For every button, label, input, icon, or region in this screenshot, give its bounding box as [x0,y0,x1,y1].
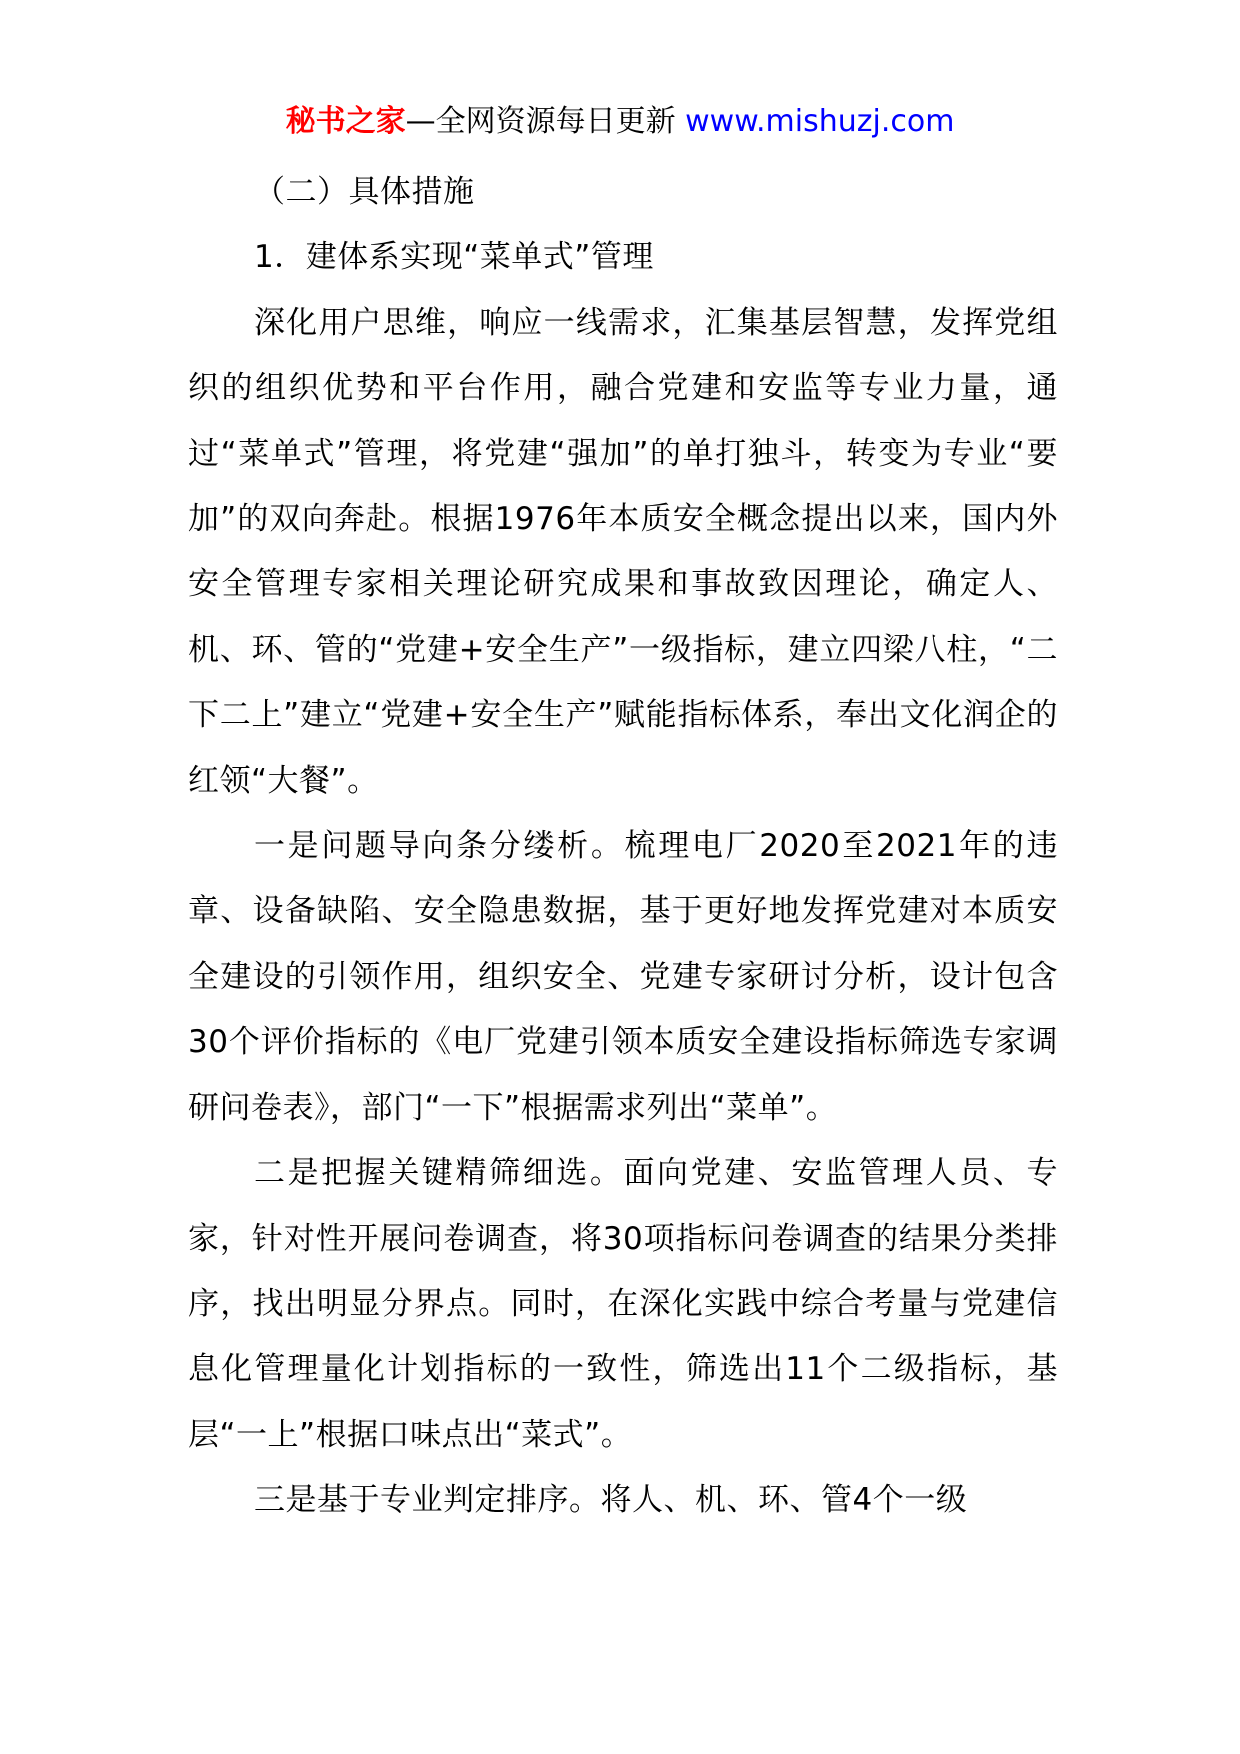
site-header [0,100,1240,144]
section-title: （二）具体措施 [254,174,475,210]
subsection-title: 1．建体系实现“菜单式”管理 [254,239,654,276]
body-paragraph: 一是问题导向条分缕析。梳理电厂2020至2021年的违章、设备缺陷、安全隐患数据，基于更好地发挥党建对本质安全建设的引领作用，组织安全、党建专家研讨分析，设计包含30个评价指标的《电厂党建引领本质安全建设指标筛选专家调研问卷表》，部门“一下”根据需求列出“菜单”。 [188,828,1058,1126]
body-paragraph: 深化用户思维，响应一线需求，汇集基层智慧，发挥党组织的组织优势和平台作用，融合党建和安监等专业力量，通过“菜单式”管理，将党建“强加”的单打独斗，转变为专业“要加”的双向奔赴。根据1976年本质安全概念提出以来，国内外安全管理专家相关理论研究成果和事故致因理论，确定人、机、环、管的“党建+安全生产”一级指标，建立四梁八柱，“二下二上”建立“党建+安全生产”赋能指标体系，奉出文化润企的红领“大餐”。 [188,304,1058,799]
document-body [188,160,1058,1534]
brand-name: 秘书之家 [285,104,406,139]
body-paragraph: 三是基于专业判定排序。将人、机、环、管4个一级 [254,1482,968,1519]
site-url-link[interactable]: www.mishuzj.com [685,104,955,139]
body-paragraph: 二是把握关键精筛细选。面向党建、安监管理人员、专家，针对性开展问卷调查，将30项指标问卷调查的结果分类排序，找出明显分界点。同时，在深化实践中综合考量与党建信息化管理量化计划指标的一致性，筛选出11个二级指标，基层“一上”根据口味点出“菜式”。 [188,1155,1058,1453]
header-tagline: —全网资源每日更新 [405,104,676,139]
